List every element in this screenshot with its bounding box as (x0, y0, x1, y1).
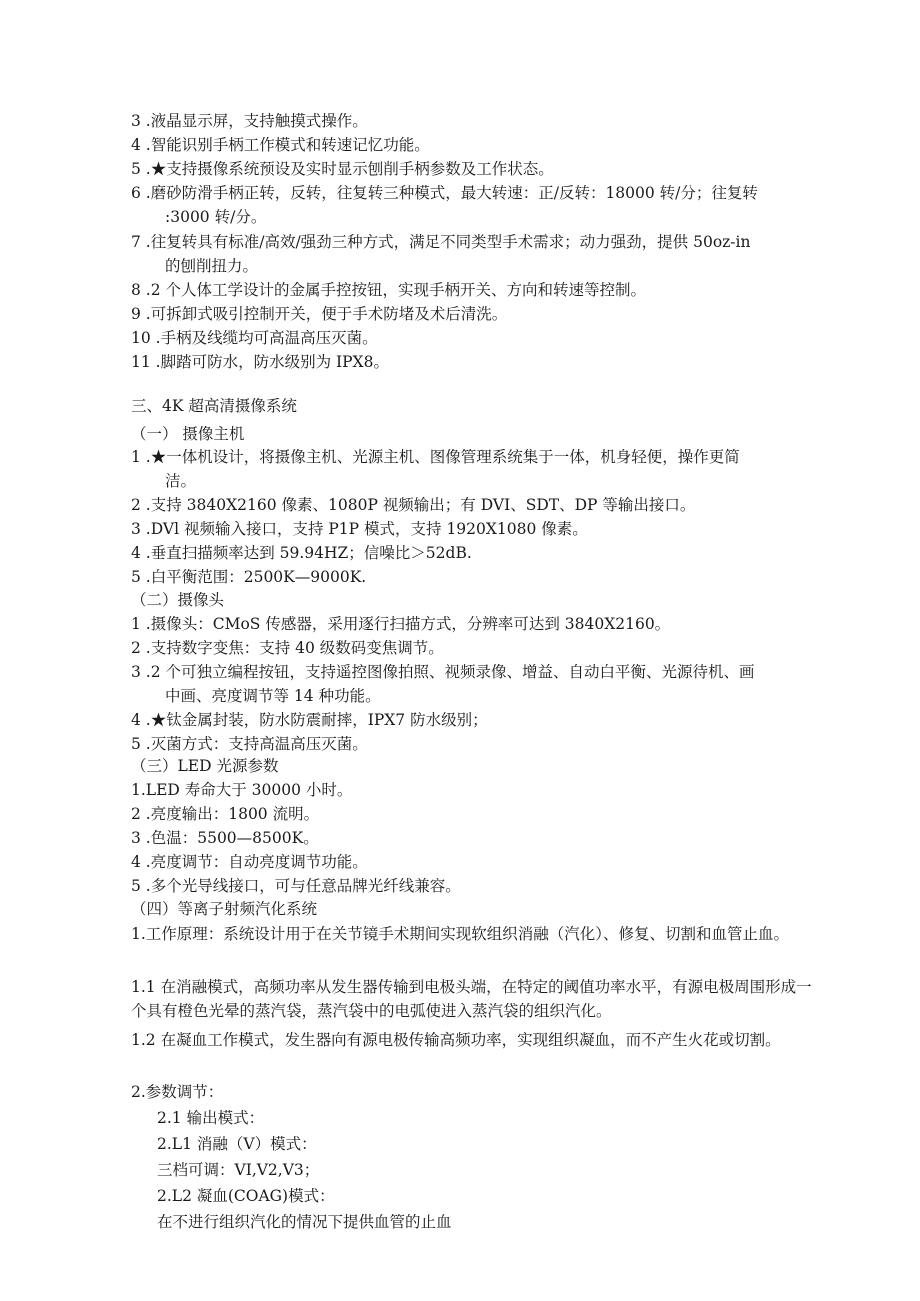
subsection-heading: （四）等离子射频汽化系统 (131, 900, 318, 918)
list-item: 4 .垂直扫描频率达到 59.94HZ；信噪比＞52dB. (131, 544, 472, 562)
list-item: 6 .磨砂防滑手柄正转，反转，往复转三种模式，最大转速：正/反转：18000 转/分；往复转 (131, 184, 758, 202)
list-item: 4 .智能识别手柄工作模式和转速记忆功能。 (131, 136, 430, 154)
list-item: 5 .灭菌方式：支持高温高压灭菌。 (131, 735, 368, 753)
list-item: 3 .液晶显示屏，支持触摸式操作。 (131, 112, 368, 130)
list-item: 5 .★支持摄像系统预设及实时显示刨削手柄参数及工作状态。 (131, 160, 554, 178)
paragraph: 2.L2 凝血(COAG)模式： (157, 1187, 335, 1205)
subsection-heading: （一） 摄像主机 (131, 425, 245, 443)
list-item: 5 .白平衡范围：2500K—9000K. (131, 568, 367, 586)
list-item: 1.LED 寿命大于 30000 小时。 (131, 781, 353, 799)
subsection-heading: （三）LED 光源参数 (131, 757, 279, 775)
list-item: 4 .★钛金属封装，防水防震耐摔，IPX7 防水级别； (131, 711, 488, 729)
list-item: 2 .亮度输出：1800 流明。 (131, 805, 320, 823)
list-item-continuation: 的刨削扭力。 (165, 257, 259, 275)
list-item: 9 .可拆卸式吸引控制开关，便于手术防堵及术后清洗。 (131, 305, 508, 323)
list-item-continuation: :3000 转/分。 (165, 208, 267, 226)
list-item: 3 .DVl 视频输入接口，支持 P1P 模式，支持 1920X1080 像素。 (131, 520, 588, 538)
list-item: 2 .支持数字变焦：支持 40 级数码变焦调节。 (131, 639, 444, 657)
list-item: 5 .多个光导线接口，可与任意品牌光纤线兼容。 (131, 877, 461, 895)
subsection-heading: （二）摄像头 (131, 591, 225, 609)
list-item: 11 .脚踏可防水，防水级别为 IPX8。 (131, 353, 389, 371)
list-item: 3 .色温：5500—8500K。 (131, 829, 319, 847)
list-item: 3 .2 个可独立编程按钮，支持遥控图像拍照、视频录像、增益、自动白平衡、光源待机、画 (131, 663, 755, 681)
paragraph: 1.2 在凝血工作模式，发生器向有源电极传输高频功率，实现组织凝血，而不产生火花或切割。 (131, 1031, 781, 1049)
list-item: 10 .手柄及线缆均可高温高压灭菌。 (131, 329, 378, 347)
list-item-continuation: 洁。 (165, 472, 197, 490)
paragraph: 1.工作原理：系统设计用于在关节镜手术期间实现软组织消融（汽化）、修复、切割和血管止血。 (131, 925, 790, 943)
list-item: 1 .★一体机设计，将摄像主机、光源主机、图像管理系统集于一体，机身轻便，操作更简 (131, 448, 740, 466)
paragraph: 2.L1 消融（V）模式： (157, 1135, 317, 1153)
paragraph: 2.参数调节： (131, 1083, 224, 1101)
section-heading: 三、4K 超高清摄像系统 (131, 397, 297, 415)
paragraph: 1.1 在消融模式，高频功率从发生器传输到电极头端，在特定的阈值功率水平，有源电极周围形成一个具有橙色光晕的蒸汽袋，蒸汽袋中的电弧使进入蒸汽袋的组织汽化。 (131, 978, 812, 1020)
paragraph: 在不进行组织汽化的情况下提供血管的止血 (157, 1213, 452, 1231)
list-item: 4 .亮度调节：自动亮度调节功能。 (131, 853, 368, 871)
list-item: 7 .往复转具有标准/高效/强劲三种方式，满足不同类型手术需求；动力强劲，提供 50oz-in (131, 233, 751, 251)
paragraph: 三档可调：VI,V2,V3； (157, 1161, 320, 1179)
list-item: 8 .2 个人体工学设计的金属手控按钮，实现手柄开关、方向和转速等控制。 (131, 281, 647, 299)
list-item-continuation: 中画、亮度调节等 14 种功能。 (165, 687, 381, 705)
paragraph: 2.1 输出模式： (157, 1109, 265, 1127)
list-item: 1 .摄像头：CMoS 传感器，采用逐行扫描方式，分辨率可达到 3840X2160。 (131, 615, 671, 633)
list-item: 2 .支持 3840X2160 像素、1080P 视频输出；有 DVI、SDT、DP 等输出接口。 (131, 496, 696, 514)
